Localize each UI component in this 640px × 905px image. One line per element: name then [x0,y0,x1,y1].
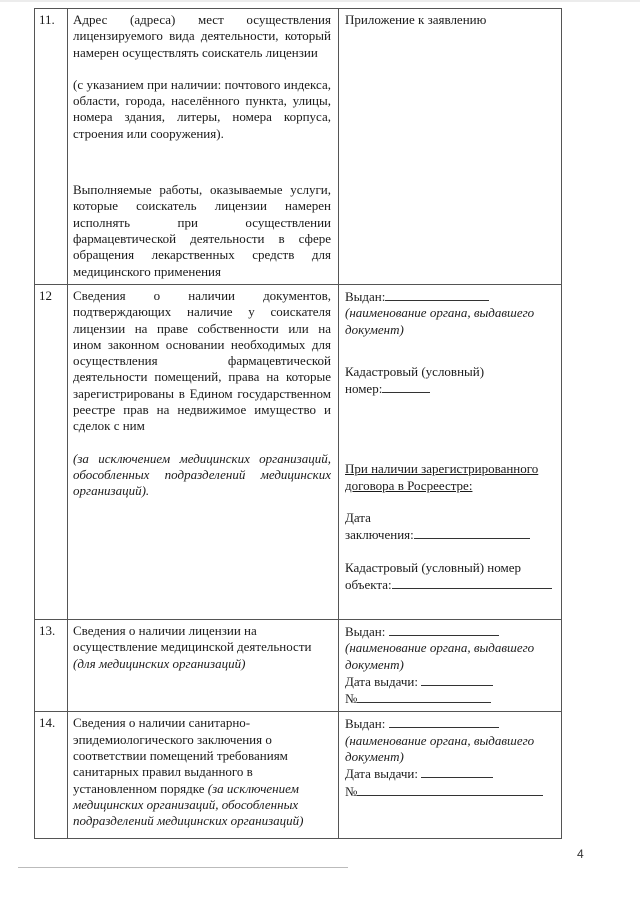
attachment-reference: Приложение к заявлению [345,12,487,27]
issued-by-label: Выдан: [345,716,386,732]
medical-license-note: (для медицинских организаций) [73,655,246,671]
row-number: 12 [35,285,68,620]
issued-by-field[interactable] [345,715,557,732]
sanitary-conclusion-heading: Сведения о наличии санитарно-эпидемиологического заключения о соответствии помещений требованиям санитарных правил выданного в установленном порядке [73,715,288,796]
document-number-label: № [345,691,358,707]
medical-license-heading: Сведения о наличии лицензии на осуществление медицинской деятельности [73,623,312,655]
exclusion-note: (за исключением медицинских организаций, обособленных подразделений медицинских организаций). [73,450,331,499]
document-number-field[interactable] [345,783,557,800]
object-cadastral-label: Кадастровый (условный) номер [345,559,522,575]
contract-date-sublabel: заключения: [345,527,414,543]
table-row [35,9,562,285]
document-number-label: № [345,783,358,799]
address-heading: Адрес (адреса) мест осуществления лицензируемого вида деятельности, который намерен осуществлять соискатель лицензии [73,12,331,60]
registered-contract-note: При наличии зарегистрированного договора в Росреестре: [345,461,539,493]
issued-by-field[interactable] [345,288,557,305]
address-note: (с указанием при наличии: почтового индекса, области, города, населённого пункта, улицы, номера здания, литеры, номера корпуса, строения или сооружения). [73,76,331,141]
contract-date-field[interactable] [345,526,557,543]
cadastral-number-field[interactable] [345,380,557,397]
issued-by-field[interactable] [345,623,557,640]
row-description [68,285,339,620]
row-description [68,712,339,839]
row-value [339,712,562,839]
table-row [35,285,562,620]
issue-date-field[interactable] [345,673,557,690]
row-number: 14. [35,712,68,839]
row-number: 13. [35,620,68,712]
works-description: Выполняемые работы, оказываемые услуги, которые соискатель лицензии намерен исполнять при осуществлении фармацевтической деятельности в сфере обращения лекарственных средств для медицинского применения [73,182,331,279]
page-number: 4 [577,847,584,861]
issue-date-label: Дата выдачи: [345,766,419,782]
document-number-field[interactable] [345,690,557,707]
object-cadastral-field[interactable] [345,576,557,593]
row-value [339,620,562,712]
object-cadastral-sublabel: объекта: [345,576,392,592]
cadastral-label: Кадастровый (условный) [345,363,485,379]
row-value [339,9,562,285]
issuer-note: (наименование органа, выдавшего документ) [345,305,535,337]
page-top-edge [0,0,640,2]
issue-date-field[interactable] [345,765,557,782]
table-row [35,620,562,712]
cadastral-number-label: номер: [345,381,383,397]
table-row [35,712,562,839]
row-description [68,9,339,285]
issue-date-label: Дата выдачи: [345,673,419,689]
contract-date-label: Дата [345,510,371,526]
issued-by-label: Выдан: [345,624,386,639]
premises-documents-heading: Сведения о наличии документов, подтверждающих наличие у соискателя лицензии на праве собственности или на ином законном основании необходимых для осуществления фармацевтической деятельности помещений, права на которые зарегистрированы в Едином государственном реестре прав на недвижимое имущество и сделок с ним [73,288,331,434]
issued-by-label: Выдан: [345,289,386,304]
issuer-note: (наименование органа, выдавшего документ) [345,640,535,672]
issuer-note: (наименование органа, выдавшего документ) [345,732,535,765]
bottom-rule [18,867,348,868]
row-description [68,620,339,712]
sanitary-conclusion-note: (за исключением медицинских организаций, обособленных подразделений медицинских организаций) [73,780,304,829]
application-form-table [34,8,562,839]
row-number: 11. [35,9,68,285]
row-value [339,285,562,620]
